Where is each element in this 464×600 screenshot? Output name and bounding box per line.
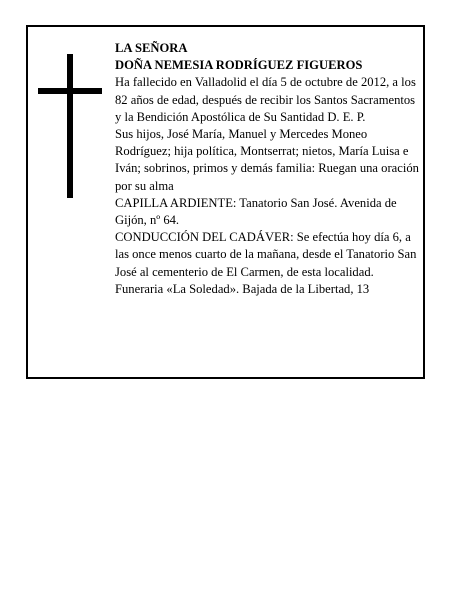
deceased-name: DOÑA NEMESIA RODRÍGUEZ FIGUEROS [115, 58, 363, 73]
notice-title: LA SEÑORA [115, 41, 188, 55]
cross-vertical-bar [67, 54, 73, 198]
funeral-home: Funeraria «La Soledad». Bajada de la Libertad, 13 [115, 281, 370, 296]
chapel-info: CAPILLA ARDIENTE: Tanatorio San José. Avenida de Gijón, nº 64. [115, 195, 397, 228]
obituary-notice [26, 25, 425, 379]
death-announcement: Ha fallecido en Valladolid el día 5 de octubre de 2012, a los 82 años de edad, después de recibir los Santos Sacramentos y la Bendición Apostólica de Su Santidad D. E. P. [115, 75, 416, 124]
latin-cross-icon [38, 54, 102, 198]
funeral-procession: CONDUCCIÓN DEL CADÁVER: Se efectúa hoy día 6, a las once menos cuarto de la mañana, desde el Tanatorio San José al cementerio de El Carmen, de esta localidad. [115, 230, 417, 279]
notice-text [115, 40, 421, 298]
family-mourners: Sus hijos, José María, Manuel y Mercedes Moneo Rodríguez; hija política, Montserrat; nietos, María Luisa e Iván; sobrinos, primos y demás familia: Ruegan una oración por su alma [115, 127, 419, 193]
cross-horizontal-bar [38, 88, 102, 94]
